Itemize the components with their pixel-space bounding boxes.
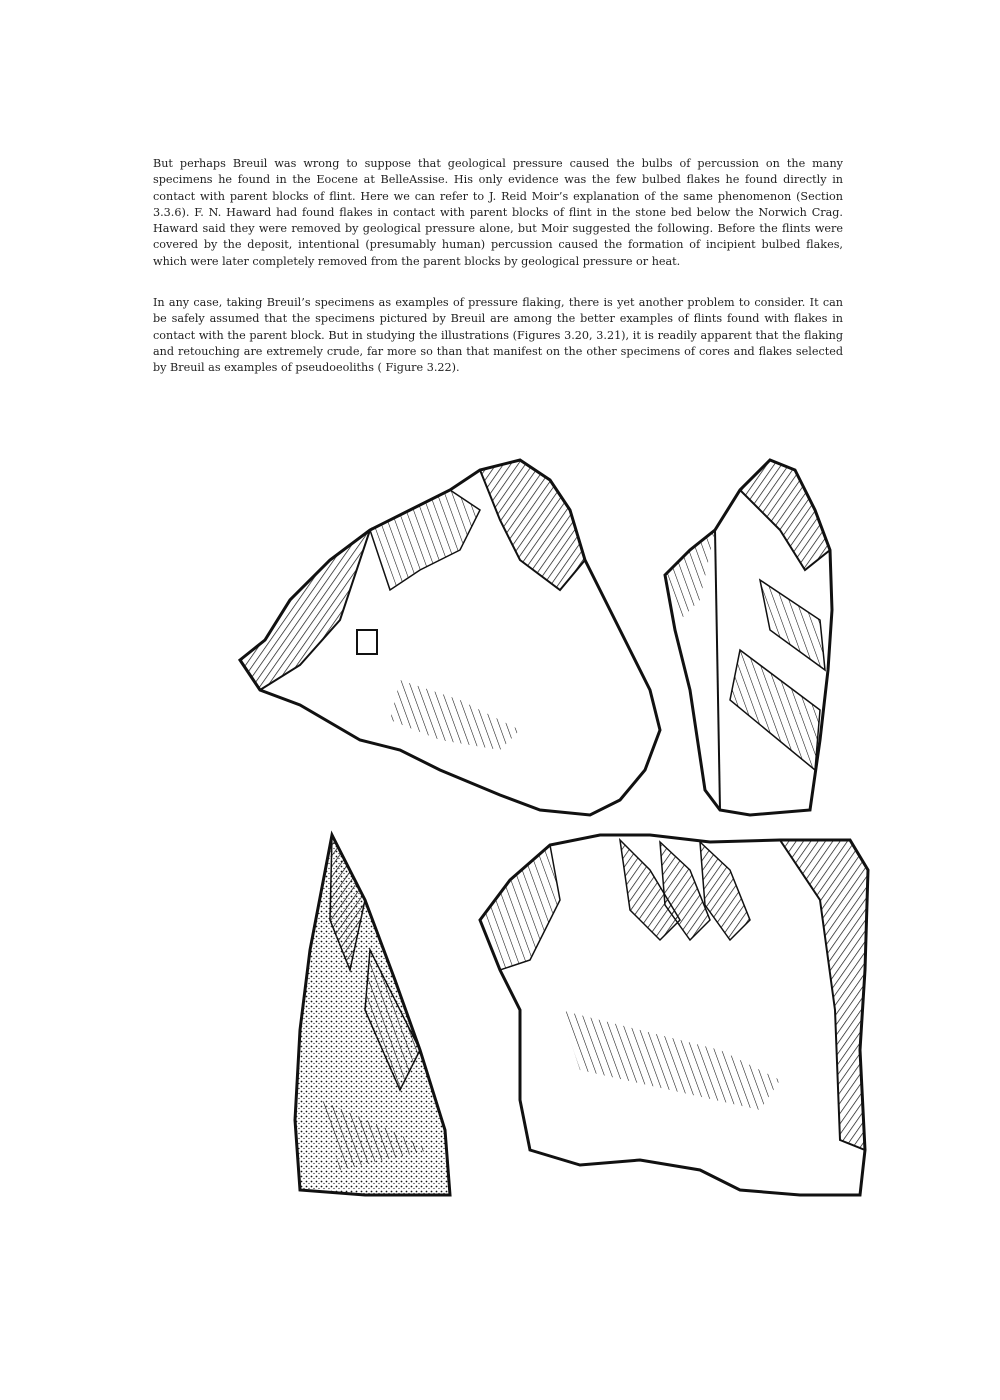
flint-specimen-bottom-left xyxy=(295,835,450,1195)
paragraph-2-text: In any case, taking Breuil’s specimens as examples of pressure flaking, there is yet another problem to consider. It can be safely assumed that the specimens pictured by Breuil are among the better examples of flints found with flakes in contact with the parent block. But in studying the illustrations (Figures 3.20, 3.21), it is readily apparent that the flaking and retouching are extremely crude, far more so than that manifest on the other specimens of cores and flakes selected by Breuil as examples of pseudoeoliths ( Figure 3.22). xyxy=(153,296,843,375)
paragraph-1 xyxy=(153,156,843,270)
paragraph-2 xyxy=(153,295,843,376)
flint-specimen-top-right xyxy=(665,460,832,815)
flint-specimens-illustration xyxy=(220,450,880,1210)
flint-specimen-top-left xyxy=(240,460,660,815)
flint-specimen-bottom-right xyxy=(480,835,868,1195)
paragraph-1-text: But perhaps Breuil was wrong to suppose that geological pressure caused the bulbs of percussion on the many specimens he found in the Eocene at BelleAssise. His only evidence was the few bulbed flakes he found directly in contact with parent blocks of flint. Here we can refer to J. Reid Moir’s explanation of the same phenomenon (Section 3.3.6). F. N. Haward had found flakes in contact with parent blocks of flint in the stone bed below the Norwich Crag. Haward said they were removed by geological pressure alone, but Moir suggested the following. Before the flints were covered by the deposit, intentional (presumably human) percussion caused the formation of incipient bulbed flakes, which were later completely removed from the parent blocks by geological pressure or heat. xyxy=(153,157,843,268)
